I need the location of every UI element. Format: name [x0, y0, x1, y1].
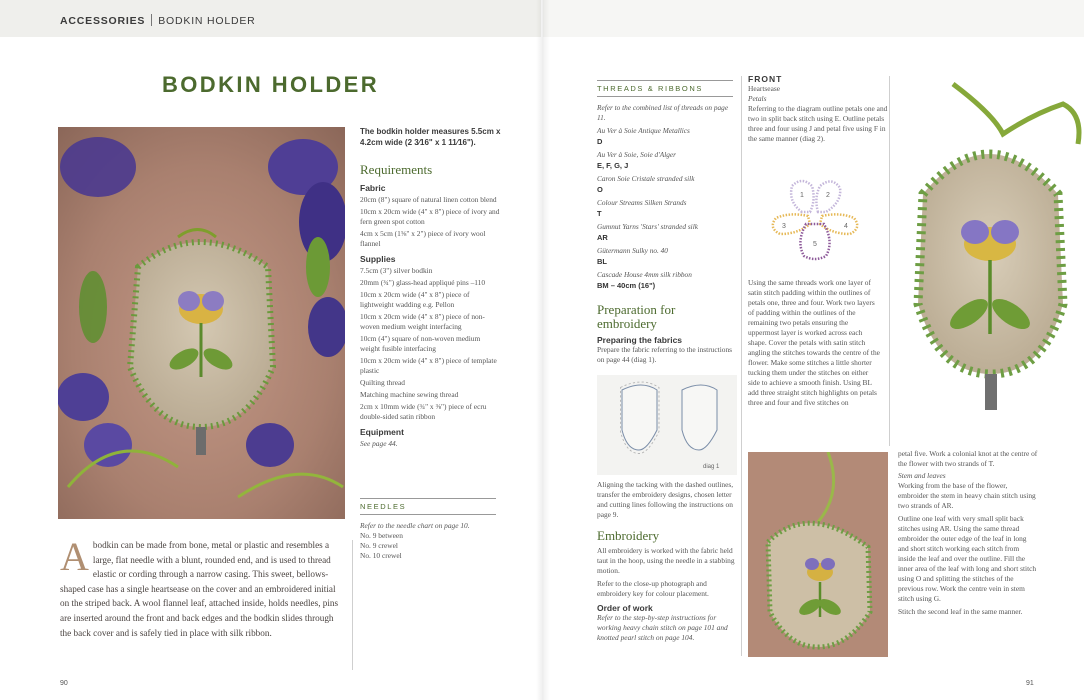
- diagram-label-3: 3: [782, 223, 786, 230]
- preparation-heading: Preparation for embroidery: [597, 302, 676, 331]
- continued-p2: Working from the base of the flower, embroider the stem in heavy chain stitch using two strands of AR.: [898, 481, 1036, 510]
- diagram-label-5: 5: [813, 241, 817, 248]
- thread-name: Cascade House 4mm silk ribbon: [597, 270, 692, 279]
- stem-leaves-heading: Stem and leaves: [898, 471, 946, 480]
- thread-codes: E, F, G, J: [597, 161, 629, 170]
- threads-heading: THREADS & RIBBONS: [597, 80, 733, 97]
- header-band-right: [543, 0, 1084, 37]
- continued-p1: petal five. Work a colonial knot at the centre of the flower with two strands of T.: [898, 449, 1038, 468]
- preparing-fabrics-heading: Preparing the fabrics: [597, 335, 683, 345]
- fabric-heading: Fabric: [360, 183, 386, 193]
- front-section: [748, 74, 888, 144]
- intro-paragraph: [60, 534, 345, 640]
- measurements: The bodkin holder measures 5.5cm x 4.2cm wide (2 3⁄16" x 1 11⁄16").: [360, 127, 501, 147]
- fabric-item: 10cm x 20cm wide (4" x 8") piece of ivory and fern green spot cotton: [360, 207, 500, 226]
- supplies-item: Matching machine sewing thread: [360, 390, 459, 399]
- gutter: [536, 0, 550, 700]
- needle-item: No. 10 crewel: [360, 551, 402, 560]
- supplies-heading: Supplies: [360, 254, 396, 264]
- threads-note: Refer to the combined list of threads on page 11.: [597, 103, 729, 122]
- main-photo: [58, 127, 345, 519]
- stem-leaves-section: [898, 449, 1038, 617]
- preparation-after: Aligning the tacking with the dashed outlines, transfer the embroidery designs, chosen letter and cutting lines following the instructions on page 9.: [597, 480, 734, 519]
- diagram-1-caption: diag 1: [703, 464, 720, 470]
- supplies-item: 10cm x 20cm wide (4" x 8") piece of template plastic: [360, 356, 497, 375]
- back-view-art: [748, 452, 888, 657]
- preparation-section: [597, 303, 737, 365]
- thread-codes: D: [597, 137, 603, 146]
- breadcrumb-subsection: BODKIN HOLDER: [158, 15, 256, 27]
- petals-text: Referring to the diagram outline petals one and two in split back stitch using E. Outline petals three and four using J and petal five using F in the same manner (diag 2).: [748, 104, 888, 143]
- main-photo-art: [58, 127, 345, 519]
- needles-section: [360, 498, 496, 561]
- embroidery-p1: All embroidery is worked with the fabric held taut in the hoop, using the needle in a stabbing motion.: [597, 546, 735, 575]
- intro-text: bodkin can be made from bone, metal or plastic and resembles a large, flat needle with a blunt, rounded end, and is used to thread elastic or cording through a narrow casing. This sweet, bellows-shaped case has a single heartsease on the cover and an embroidered initial on the striped back. A wool flannel leaf, attached inside, holds needles, pins are inserted around the front and back edges and the bodkin slides through the back cover and is safely tied in place with silk ribbon.: [60, 540, 339, 638]
- thread-name: Au Ver à Soie, Soie d'Alger: [597, 150, 676, 159]
- thread-name: Caron Soie Cristale stranded silk: [597, 174, 695, 183]
- breadcrumb: [60, 14, 256, 27]
- front-body-text: Using the same threads work one layer of satin stitch padding within the outlines of petals one, three and four. Work two layers of padding within the outlines of the remaining two petals ensuring the uppermost layer is worked across each shape. Cover the petals with satin stitch angling the stitches towards the centre of the flower. Make some stitches a little shorter tucking them under the stitches on either side to achieve a smooth finish. Using BL add three straight stitch highlights on petals three and four and five stitches on: [748, 278, 880, 407]
- front-body: [748, 278, 880, 408]
- front-sub: Heartsease: [748, 84, 781, 93]
- order-of-work-heading: Order of work: [597, 603, 653, 613]
- supplies-item: 2cm x 10mm wide (¾" x ⅜") piece of ecru double-sided satin ribbon: [360, 402, 487, 421]
- diagram-label-2: 2: [826, 192, 830, 199]
- petals-heading: Petals: [748, 94, 767, 103]
- thread-name: Au Ver à Soie Antique Metallics: [597, 126, 690, 135]
- embroidery-p2: Refer to the close-up photograph and embroidery key for colour placement.: [597, 579, 709, 598]
- requirements-section: [360, 162, 500, 451]
- supplies-item: 10cm (4") square of non-woven medium weight fusible interfacing: [360, 334, 481, 353]
- supplies-item: 10cm x 20cm wide (4" x 8") piece of lightweight wadding e.g. Pellon: [360, 290, 470, 309]
- page-number-right: 91: [1026, 680, 1034, 687]
- supplies-item: 10cm x 20cm wide (4" x 8") piece of non-woven medium weight interfacing: [360, 312, 485, 331]
- needle-item: No. 9 between: [360, 531, 403, 540]
- front-closeup-photo: [893, 74, 1084, 446]
- diagram-1: [597, 375, 737, 475]
- equipment-text: See page 44.: [360, 439, 398, 448]
- thread-codes: T: [597, 209, 602, 218]
- front-closeup-art: [893, 74, 1084, 446]
- order-of-work-text: Refer to the step-by-step instructions for working heavy chain stitch on page 101 and knotted pearl stitch on page 104.: [597, 613, 728, 642]
- equipment-heading: Equipment: [360, 427, 404, 437]
- embroidery-heading: Embroidery: [597, 528, 660, 543]
- thread-name: Gumnut Yarns 'Stars' stranded silk: [597, 222, 698, 231]
- supplies-item: 20mm (¾") glass-head appliqué pins –110: [360, 278, 486, 287]
- diagram-label-4: 4: [844, 223, 848, 230]
- column-divider: [352, 540, 353, 670]
- fabric-item: 20cm (8") square of natural linen cotton blend: [360, 195, 497, 204]
- needle-item: No. 9 crewel: [360, 541, 398, 550]
- continued-p3: Outline one leaf with very small split back stitches using AR. Using the same thread embroider the outer edge of the leaf in long and short stitch working each stitch from inside the leaf and over the outline. Fill the inner area of the leaf with long and short stitch using O and splitting the stitches of the previous row. Work the centre vein in stem stitch using G.: [898, 514, 1037, 603]
- needles-heading: NEEDLES: [360, 498, 496, 515]
- page-title: BODKIN HOLDER: [162, 72, 379, 97]
- column-divider: [889, 76, 890, 446]
- diagram-2-art: [760, 172, 870, 264]
- breadcrumb-separator: [151, 14, 152, 26]
- diagram-1-art: [597, 375, 737, 475]
- supplies-item: Quilting thread: [360, 378, 405, 387]
- supplies-item: 7.5cm (3") silver bodkin: [360, 266, 433, 275]
- thread-codes: BL: [597, 257, 607, 266]
- preparation-text: Prepare the fabric referring to the instructions on page 44 (diag 1).: [597, 345, 733, 364]
- thread-name: Colour Streams Silken Strands: [597, 198, 687, 207]
- page-number-left: 90: [60, 680, 68, 687]
- thread-name: Gütermann Sulky no. 40: [597, 246, 668, 255]
- diagram-label-1: 1: [800, 192, 804, 199]
- column-divider: [741, 76, 742, 656]
- diagram-2: [760, 172, 870, 264]
- threads-section: [597, 80, 733, 294]
- thread-codes: O: [597, 185, 603, 194]
- needles-note: Refer to the needle chart on page 10.: [360, 521, 470, 530]
- back-view-photo: [748, 452, 888, 657]
- breadcrumb-section: ACCESSORIES: [60, 15, 146, 27]
- thread-codes: AR: [597, 233, 608, 242]
- requirements-heading: Requirements: [360, 162, 433, 177]
- continued-p4: Stitch the second leaf in the same manner.: [898, 607, 1023, 616]
- thread-codes: BM – 40cm (16"): [597, 281, 656, 290]
- front-heading: FRONT: [748, 74, 783, 84]
- drop-cap: A: [60, 534, 89, 579]
- fabric-item: 4cm x 5cm (1⅝" x 2") piece of ivory wool flannel: [360, 229, 486, 248]
- embroidery-section: [597, 480, 737, 643]
